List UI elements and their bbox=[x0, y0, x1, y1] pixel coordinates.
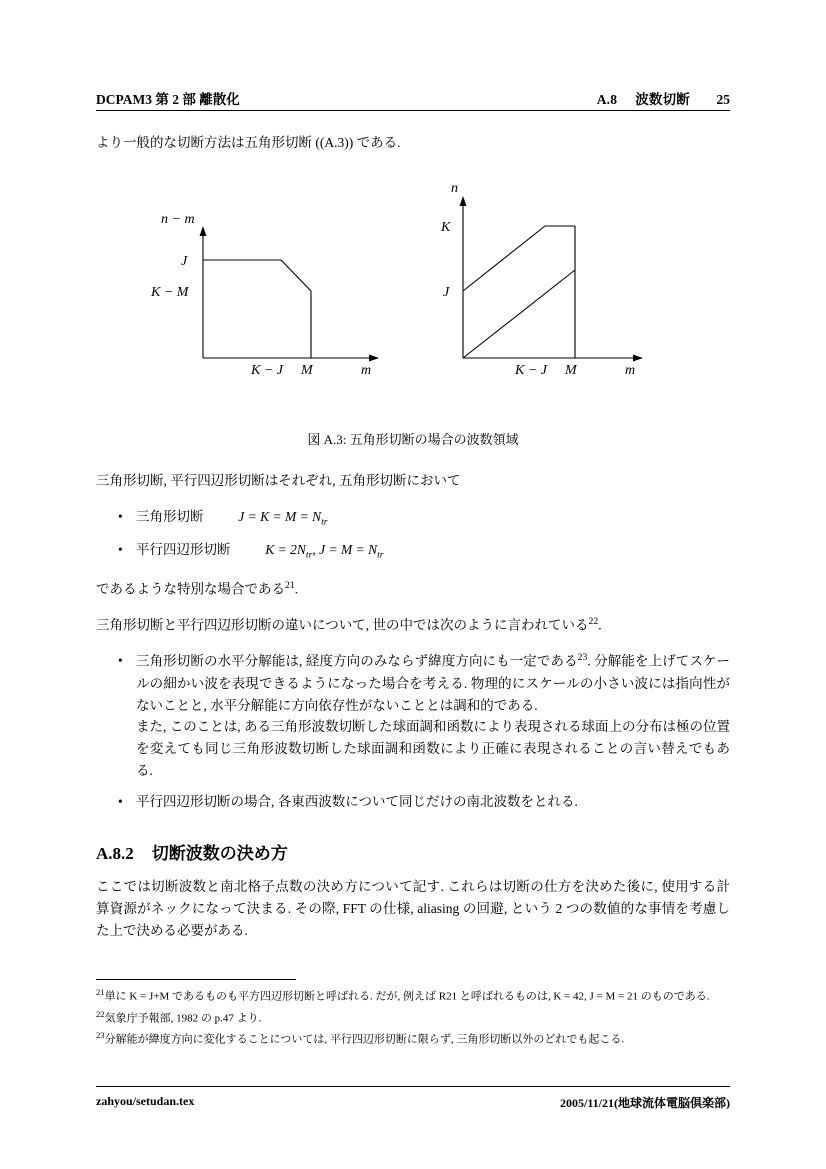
footnote-22-marker: 22 bbox=[96, 1008, 105, 1019]
footnote-22-text: 気象庁予報部, 1982 の p.47 より. bbox=[104, 1012, 262, 1025]
content bbox=[96, 132, 730, 955]
paragraph-special-case-end: . bbox=[294, 581, 299, 597]
figure-caption: 図 A.3: 五角形切断の場合の波数領域 bbox=[307, 431, 519, 447]
case-formula-rhomboidal-2: , J = M = N bbox=[312, 542, 378, 558]
list-item bbox=[136, 791, 730, 813]
subsection-number: A.8.2 bbox=[96, 843, 134, 863]
running-head-section-number: A.8 bbox=[596, 92, 618, 107]
paragraph-difference bbox=[96, 614, 730, 636]
case-formula-triangular-sub: tr bbox=[321, 516, 328, 528]
footnote-21 bbox=[96, 986, 730, 1006]
footnote-21-marker: 21 bbox=[96, 987, 105, 998]
case-formula-rhomboidal-2-sub: tr bbox=[377, 549, 384, 561]
svg-text:K − M: K − M bbox=[151, 284, 189, 300]
figure-a3 bbox=[96, 178, 730, 448]
svg-text:K: K bbox=[441, 219, 451, 235]
case-formula-triangular: J = K = M = N bbox=[238, 508, 322, 524]
left-plot-y-axis-label: n − m bbox=[161, 211, 195, 227]
footnote-23 bbox=[96, 1029, 730, 1049]
svg-text:J: J bbox=[181, 253, 188, 269]
footnote-ref-22: 22 bbox=[588, 615, 599, 627]
footer-left: zahyou/setudan.tex bbox=[96, 1094, 195, 1108]
list-item bbox=[136, 539, 730, 563]
footer-right: 2005/11/21(地球流体電脳倶楽部) bbox=[560, 1096, 730, 1110]
running-head-section-title: 波数切断 bbox=[635, 92, 690, 107]
case-formula-rhomboidal-1: K = 2N bbox=[265, 542, 306, 558]
intro-paragraph: より一般的な切断方法は五角形切断 ((A.3)) である. bbox=[96, 135, 401, 150]
footnote-ref-23: 23 bbox=[577, 652, 588, 664]
svg-text:M: M bbox=[301, 362, 313, 378]
bullet-list-comparison bbox=[96, 650, 730, 813]
case-label-triangular: 三角形切断 bbox=[136, 508, 204, 524]
comparison-text-b: . 分解能を上げてスケールの細かい波を表現できるようになった場合を考える. 物理的にスケールの小さい波には指向性がないことと, 水平分解能に方向依存性がないこととは調和的である. bbox=[136, 653, 731, 713]
svg-text:K − J: K − J bbox=[515, 362, 547, 378]
footnote-rule bbox=[96, 979, 296, 980]
list-item bbox=[136, 650, 730, 782]
header-rule bbox=[96, 110, 730, 111]
paragraph-difference-end: . bbox=[598, 617, 602, 633]
footer-rule bbox=[96, 1086, 730, 1087]
comparison-text-a: 三角形切断の水平分解能は, 経度方向のみならず緯度方向にも一定である bbox=[136, 653, 578, 669]
right-plot-x-axis-label: m bbox=[625, 362, 636, 378]
running-head-right bbox=[597, 88, 730, 108]
svg-text:K − J: K − J bbox=[251, 362, 283, 378]
subsection-title: 切断波数の決め方 bbox=[151, 843, 288, 863]
case-label-rhomboidal: 平行四辺形切断 bbox=[136, 542, 231, 558]
subsection-heading bbox=[96, 839, 730, 864]
running-head bbox=[96, 88, 730, 108]
footnotes bbox=[96, 979, 730, 1051]
footnote-23-marker: 23 bbox=[96, 1030, 105, 1041]
svg-text:J: J bbox=[443, 284, 450, 300]
list-item bbox=[136, 506, 730, 530]
figure-a3-svg bbox=[133, 178, 693, 408]
left-plot-x-axis-label: m bbox=[361, 362, 372, 378]
bullet-list-cases bbox=[96, 506, 730, 564]
right-plot-y-axis-label: n bbox=[451, 180, 458, 196]
footnote-21-text: 単に K = J+M であるものも平方四辺形切断と呼ばれる. だが, 例えば R21 と呼ばれるものは, K = 42, J = M = 21 のものである. bbox=[104, 990, 710, 1003]
paragraph-last: ここでは切断波数と南北格子点数の決め方について記す. これらは切断の仕方を決めた後に, 使用する計算資源がネックになって決まる. その際, FFT の仕様, aliasing の回避, という 2 つの数値的な事情を考慮した上で決める必要がある. bbox=[96, 878, 730, 938]
page-footer bbox=[96, 1094, 730, 1111]
paragraph-difference-text: 三角形切断と平行四辺形切断の違いについて, 世の中では次のように言われている bbox=[96, 617, 589, 633]
svg-text:M: M bbox=[565, 362, 577, 378]
paragraph-special-case-text: であるような特別な場合である bbox=[96, 581, 285, 597]
paragraph-after-figure: 三角形切断, 平行四辺形切断はそれぞれ, 五角形切断において bbox=[96, 472, 461, 488]
footnote-ref-21: 21 bbox=[285, 579, 295, 591]
paragraph-special-case bbox=[96, 578, 730, 600]
footnote-22 bbox=[96, 1008, 730, 1028]
case-formula-rhomboidal-1-sub: tr bbox=[305, 549, 313, 561]
running-head-left: DCPAM3 第 2 部 離散化 bbox=[96, 92, 240, 107]
page-number: 25 bbox=[716, 92, 730, 107]
comparison-text-c: また, このことは, ある三角形波数切断した球面調和函数により表現される球面上の分布は極の位置を変えても同じ三角形波数切断した球面調和函数により正確に表現されることの言い替えでもある. bbox=[136, 719, 730, 779]
comparison-text-rhomboidal: 平行四辺形切断の場合, 各東西波数について同じだけの南北波数をとれる. bbox=[136, 793, 578, 809]
footnote-23-text: 分解能が緯度方向に変化することについては, 平行四辺形切断に限らず, 三角形切断以外のどれでも起こる. bbox=[104, 1034, 625, 1047]
